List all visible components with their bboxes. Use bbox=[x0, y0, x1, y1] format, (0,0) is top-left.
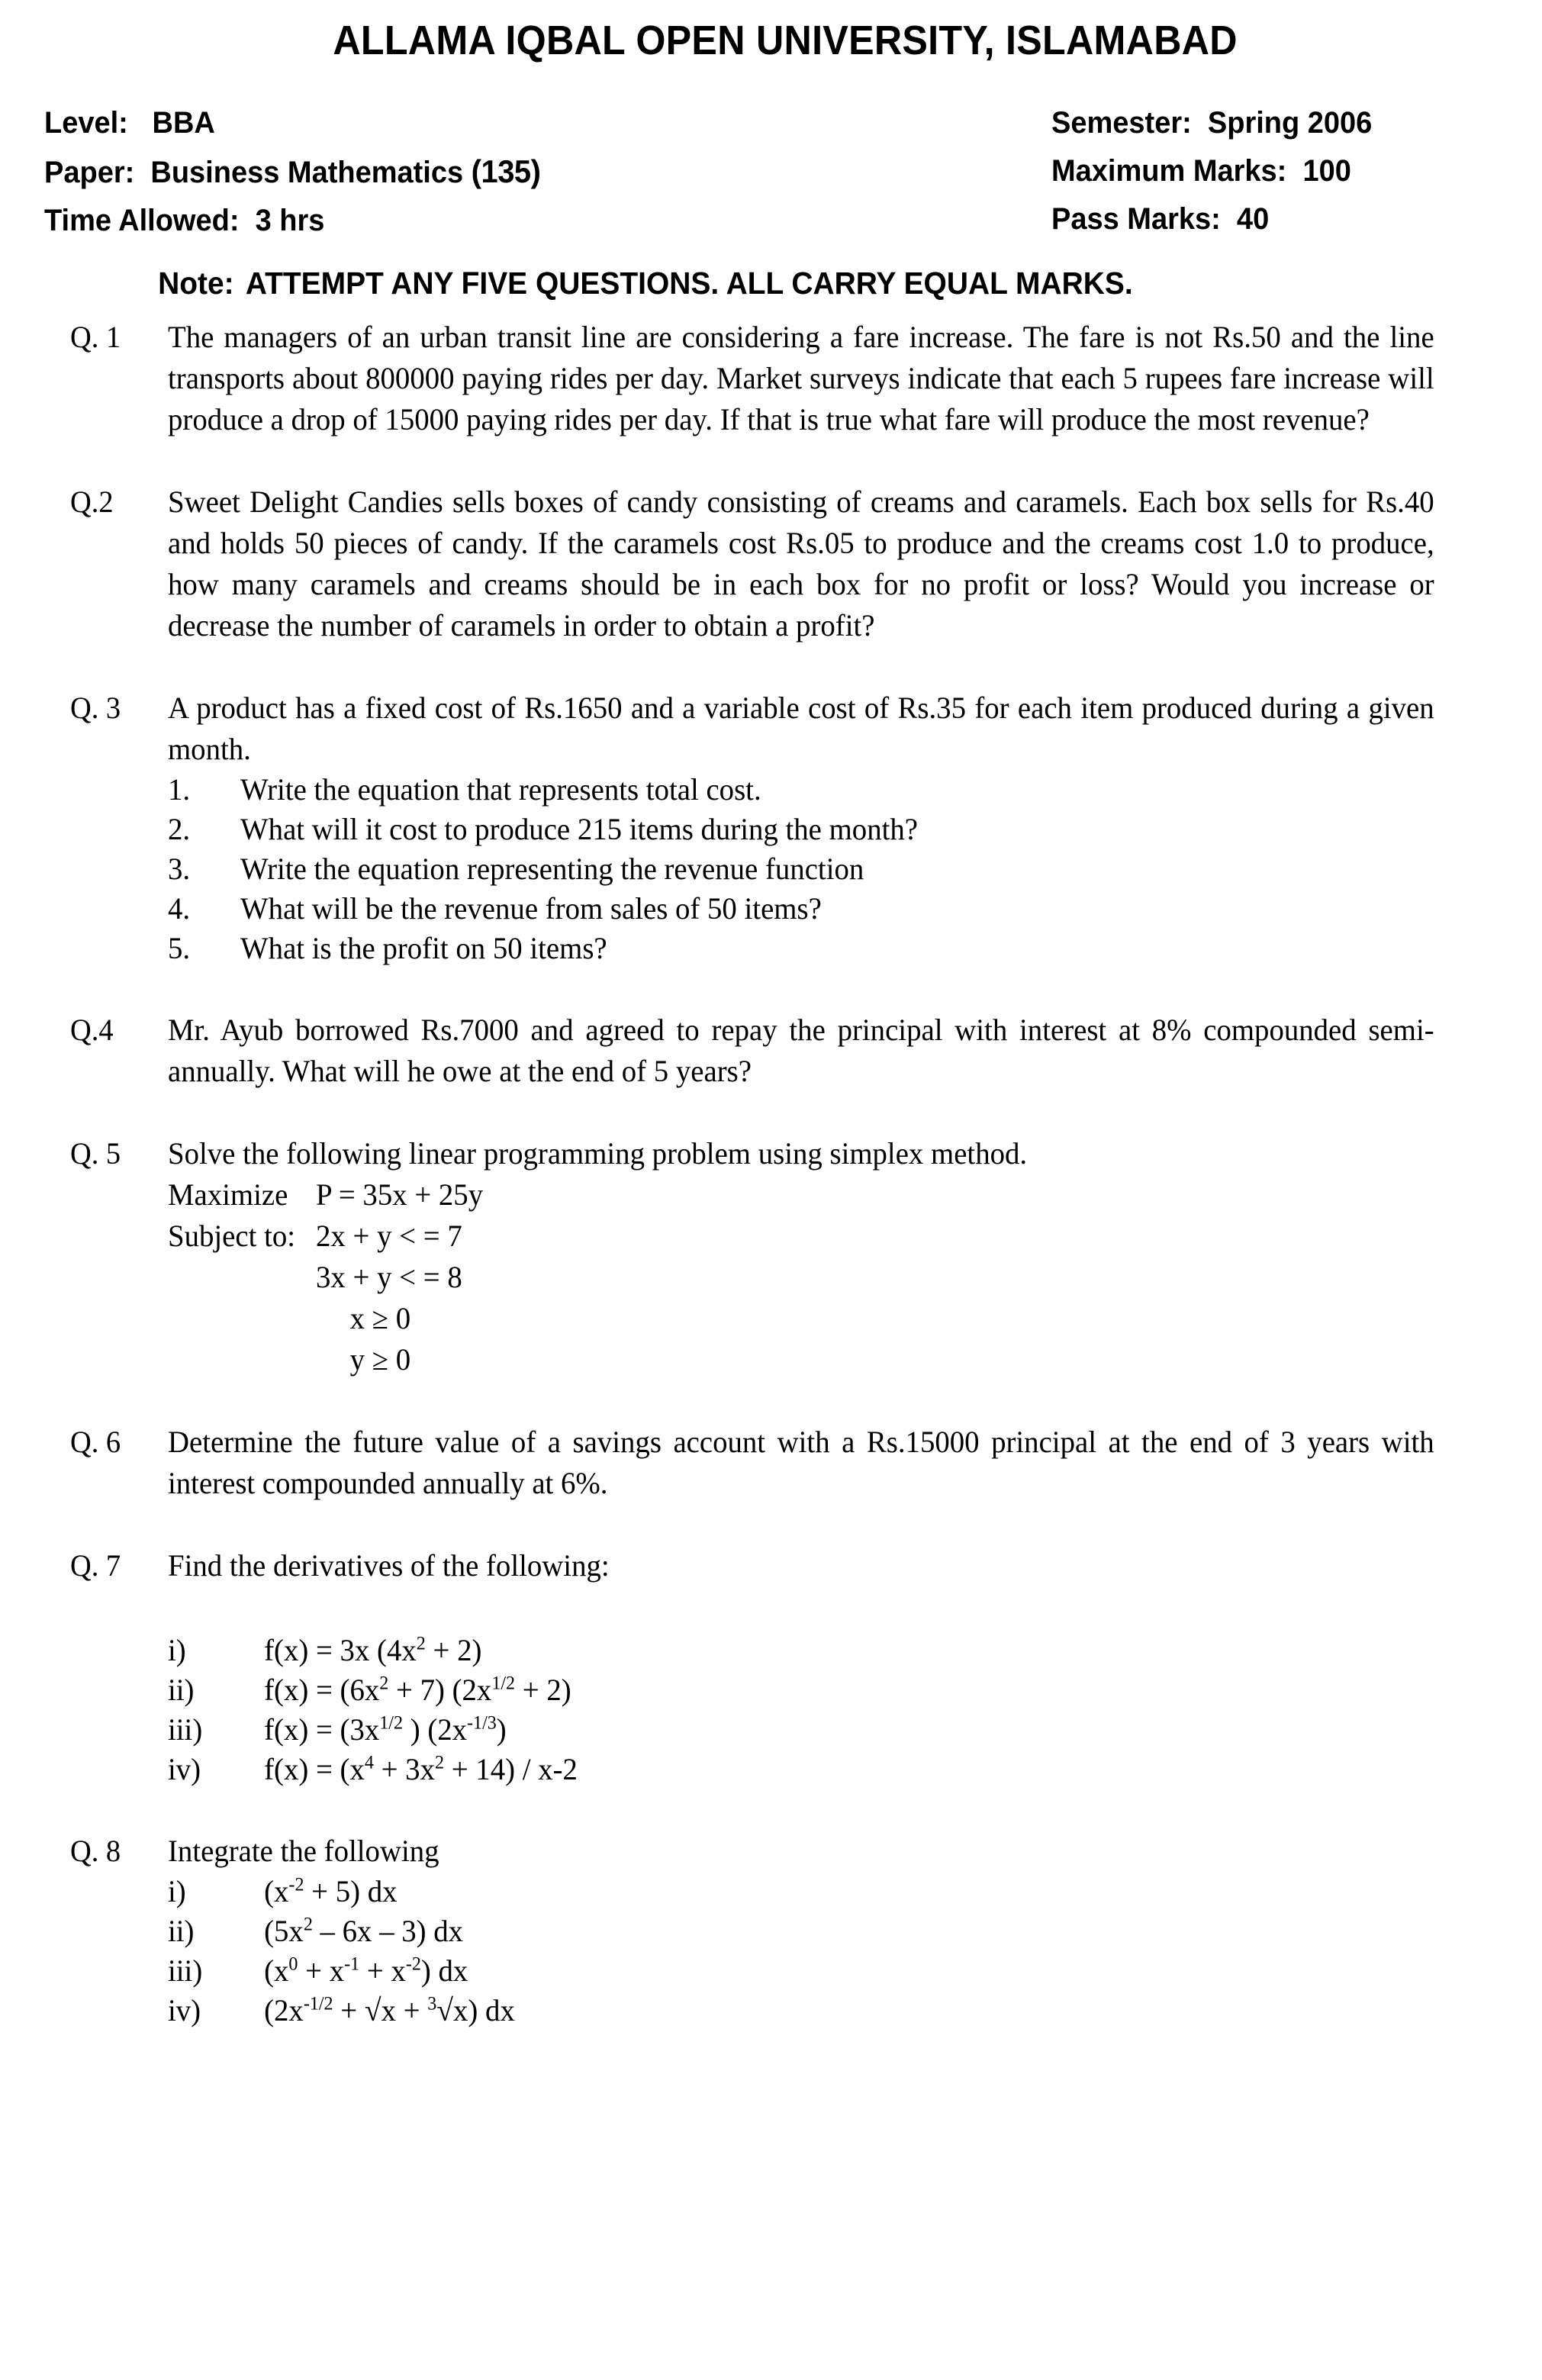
question-4 bbox=[70, 1010, 1473, 1092]
question-6 bbox=[70, 1422, 1473, 1504]
question-7 bbox=[70, 1545, 1473, 1789]
list-item bbox=[168, 929, 1434, 968]
question-8-subitems bbox=[168, 1872, 1434, 2031]
question-5-body bbox=[168, 1133, 1434, 1380]
integral-expression: $(5x^2 - 6x - 3)$ dx bbox=[264, 1914, 464, 1948]
subitem-marker: 5. bbox=[168, 931, 191, 965]
subitem-text: What will be the revenue from sales of 50 items? bbox=[240, 891, 822, 926]
question-5-lp-model bbox=[168, 1174, 1434, 1380]
subitem-marker: ii) bbox=[168, 1673, 195, 1707]
subitem-text: Write the equation that represents total cost. bbox=[240, 772, 761, 807]
level-value: BBA bbox=[152, 106, 215, 140]
question-7-body bbox=[168, 1545, 1434, 1789]
list-item bbox=[168, 1670, 1434, 1710]
exam-instruction-note bbox=[0, 266, 1465, 301]
lp-constraint-3: x ≥ 0 bbox=[349, 1301, 411, 1335]
subitem-marker: iii) bbox=[168, 1712, 203, 1747]
note-label: Note: bbox=[158, 266, 234, 301]
note-text: ATTEMPT ANY FIVE QUESTIONS. ALL CARRY EQUAL MARKS. bbox=[245, 266, 1133, 301]
question-8-text: Integrate the following bbox=[168, 1834, 439, 1868]
question-4-text: Mr. Ayub borrowed Rs.7000 and agreed to repay the principal with interest at 8% compounded semi-annually. What will he owe at the end of 5 years? bbox=[168, 1013, 1434, 1088]
list-item bbox=[168, 889, 1434, 929]
subitem-marker: iv) bbox=[168, 1993, 201, 2027]
list-item bbox=[168, 1750, 1434, 1789]
spacer bbox=[70, 646, 1473, 688]
exam-meta-right-column bbox=[1051, 99, 1372, 243]
pass-marks-label: Pass Marks: bbox=[1051, 202, 1221, 236]
pass-marks-row bbox=[1051, 195, 1372, 243]
list-item bbox=[168, 1911, 1434, 1951]
question-3-text: A product has a fixed cost of Rs.1650 and a variable cost of Rs.35 for each item produced during a given month. bbox=[168, 691, 1434, 766]
spacer bbox=[70, 440, 1473, 481]
lp-constraint-2: 3x + y < = 8 bbox=[316, 1260, 462, 1294]
question-6-body bbox=[168, 1422, 1434, 1504]
list-item bbox=[168, 810, 1434, 849]
subitem-marker: 1. bbox=[168, 772, 191, 807]
subitem-marker: iii) bbox=[168, 1953, 203, 1988]
question-2-body bbox=[168, 481, 1434, 646]
semester-value: Spring 2006 bbox=[1207, 106, 1373, 140]
subitem-text: Write the equation representing the revenue function bbox=[240, 852, 864, 886]
spacer bbox=[168, 1586, 1434, 1631]
question-5-text: Solve the following linear programming problem using simplex method. bbox=[168, 1136, 1028, 1171]
pass-marks-value: 40 bbox=[1236, 202, 1270, 236]
derivative-expression: $f(x) = (x^4 + 3x^2 + 14) / x-2$ bbox=[264, 1752, 578, 1786]
question-5 bbox=[70, 1133, 1473, 1380]
subitem-marker: 3. bbox=[168, 852, 191, 886]
university-title: ALLAMA IQBAL OPEN UNIVERSITY, ISLAMABAD bbox=[333, 18, 1238, 63]
question-3-number: Q. 3 bbox=[70, 691, 121, 725]
exam-meta-left-column bbox=[44, 99, 540, 245]
level-row bbox=[44, 99, 540, 147]
paper-value: Business Mathematics bbox=[150, 156, 464, 189]
spacer bbox=[70, 1092, 1473, 1133]
list-item bbox=[168, 849, 1434, 889]
maximum-marks-value: 100 bbox=[1302, 154, 1351, 188]
list-item bbox=[168, 1991, 1434, 2031]
paper-row bbox=[44, 147, 540, 197]
time-allowed-row bbox=[44, 197, 540, 245]
maximum-marks-label: Maximum Marks: bbox=[1051, 154, 1287, 188]
paper-code: (135) bbox=[471, 153, 541, 189]
list-item bbox=[168, 1872, 1434, 1911]
lp-subject-to-label: Subject to: bbox=[168, 1219, 296, 1253]
level-label: Level: bbox=[44, 106, 128, 140]
question-8-body bbox=[168, 1831, 1434, 2031]
spacer bbox=[70, 1504, 1473, 1545]
paper-label: Paper: bbox=[44, 156, 135, 189]
subitem-text: What will it cost to produce 215 items during the month? bbox=[240, 812, 918, 846]
question-7-number: Q. 7 bbox=[70, 1548, 121, 1583]
lp-spacer bbox=[168, 1257, 316, 1298]
lp-constraint-row-1 bbox=[168, 1216, 1434, 1257]
question-2-number: Q.2 bbox=[70, 485, 114, 519]
subitem-marker: ii) bbox=[168, 1914, 195, 1948]
derivative-expression: $f(x) = (3x^{1/2}$ ) $(2x^{-1/3})$ bbox=[264, 1712, 507, 1747]
question-6-text: Determine the future value of a savings account with a Rs.15000 principal at the end of 3 years with interest compounded annually at 6%. bbox=[168, 1425, 1434, 1500]
lp-spacer bbox=[168, 1298, 316, 1339]
exam-meta-block bbox=[0, 99, 1542, 252]
lp-objective-row bbox=[168, 1174, 1434, 1216]
question-7-subitems bbox=[168, 1631, 1434, 1789]
question-5-number: Q. 5 bbox=[70, 1136, 121, 1171]
question-8-number: Q. 8 bbox=[70, 1834, 121, 1868]
question-2 bbox=[70, 481, 1473, 646]
lp-constraint-4: y ≥ 0 bbox=[349, 1342, 411, 1377]
list-item bbox=[168, 1710, 1434, 1750]
question-3-subitems bbox=[168, 770, 1434, 968]
lp-constraint-1: 2x + y < = 7 bbox=[316, 1219, 462, 1253]
question-3 bbox=[70, 688, 1473, 968]
list-item bbox=[168, 1631, 1434, 1670]
question-1-body bbox=[168, 317, 1434, 440]
derivative-expression: $f(x) = (6x^2 + 7) (2x^{1/2} + 2)$ bbox=[264, 1673, 571, 1707]
time-allowed-value: 3 hrs bbox=[255, 204, 325, 237]
derivative-expression: f(x) = 3x $(4x^2 + 2)$ bbox=[264, 1633, 482, 1667]
lp-constraint-row-3 bbox=[168, 1298, 1434, 1339]
time-allowed-label: Time Allowed: bbox=[44, 204, 240, 237]
subitem-marker: 2. bbox=[168, 812, 191, 846]
lp-objective-expression: P = 35x + 25y bbox=[316, 1177, 484, 1212]
question-1 bbox=[70, 317, 1473, 440]
subitem-text: What is the profit on 50 items? bbox=[240, 931, 607, 965]
list-item bbox=[168, 770, 1434, 810]
semester-row bbox=[1051, 99, 1372, 147]
lp-constraint-row-4 bbox=[168, 1339, 1434, 1380]
integral-expression: $(x^0 + x^{-1} + x^{-2})$ dx bbox=[264, 1953, 468, 1988]
question-1-number: Q. 1 bbox=[70, 320, 121, 354]
list-item bbox=[168, 1951, 1434, 1991]
question-1-text: The managers of an urban transit line are considering a fare increase. The fare is not Rs.50 and the line transports about 800000 paying rides per day. Market surveys indicate that each 5 rupees fare increase will produce a drop of 15000 paying rides per day. If that is true what fare will produce the most revenue? bbox=[168, 320, 1434, 436]
question-4-number: Q.4 bbox=[70, 1013, 114, 1047]
question-4-body bbox=[168, 1010, 1434, 1092]
lp-spacer bbox=[168, 1339, 316, 1380]
question-7-text: Find the derivatives of the following: bbox=[168, 1548, 610, 1583]
integral-expression: $(x^{-2} + 5)$ dx bbox=[264, 1874, 398, 1908]
question-8 bbox=[70, 1831, 1473, 2031]
maximum-marks-row bbox=[1051, 147, 1372, 195]
spacer bbox=[70, 1789, 1473, 1831]
questions-list bbox=[0, 317, 1542, 2031]
question-6-number: Q. 6 bbox=[70, 1425, 121, 1459]
spacer bbox=[70, 1380, 1473, 1422]
lp-maximize-label: Maximize bbox=[168, 1177, 288, 1212]
integral-expression: $(2x^{-1/2} + √x + ^3√x)$ dx bbox=[264, 1993, 515, 2027]
question-3-body bbox=[168, 688, 1434, 968]
spacer bbox=[70, 968, 1473, 1010]
lp-constraint-row-2 bbox=[168, 1257, 1434, 1298]
subitem-marker: 4. bbox=[168, 891, 191, 926]
subitem-marker: i) bbox=[168, 1633, 186, 1667]
semester-label: Semester: bbox=[1051, 106, 1192, 140]
question-2-text: Sweet Delight Candies sells boxes of candy consisting of creams and caramels. Each box sells for Rs.40 and holds 50 pieces of candy. If the caramels cost Rs.05 to produce and the creams cost 1.0 to produce, how many caramels and creams should be in each box for no profit or loss? Would you increase or decrease the number of caramels in order to obtain a profit? bbox=[168, 485, 1434, 643]
subitem-marker: i) bbox=[168, 1874, 186, 1908]
subitem-marker: iv) bbox=[168, 1752, 201, 1786]
